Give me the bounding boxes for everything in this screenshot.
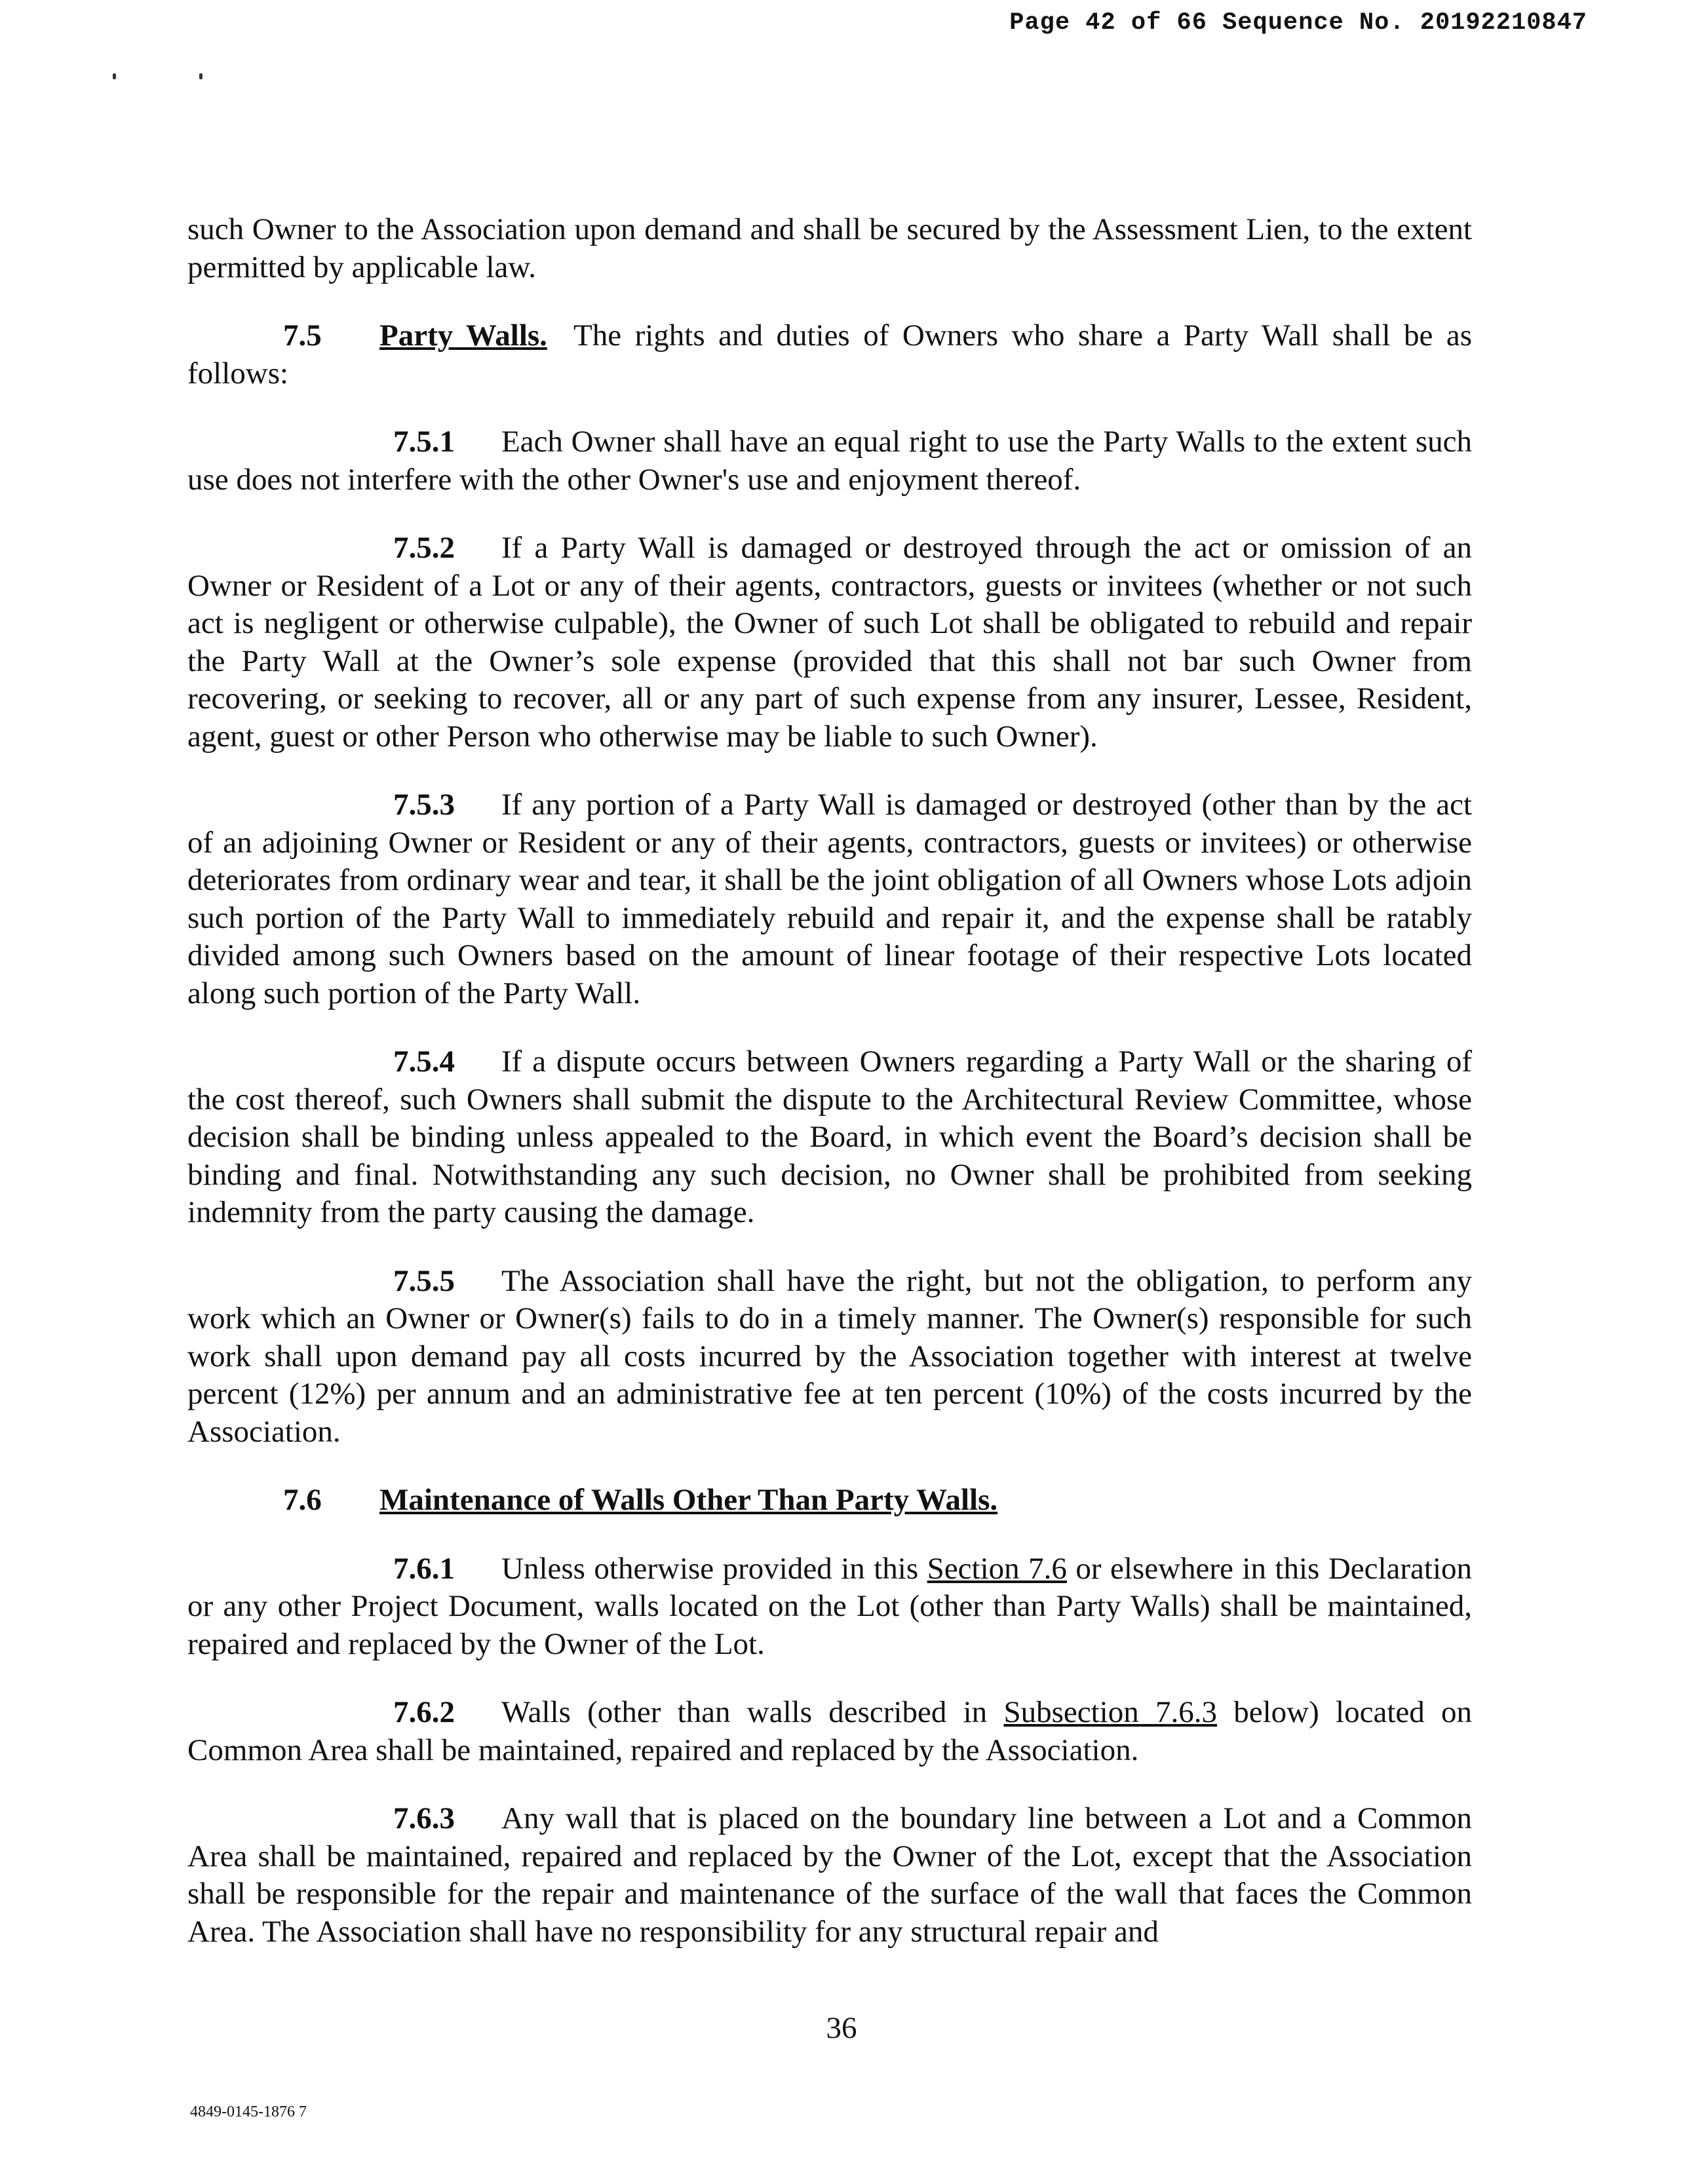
cross-reference: Section 7.6 bbox=[927, 1551, 1067, 1586]
section-7-5-3 bbox=[187, 786, 1472, 1012]
section-number: 7.5.5 bbox=[393, 1263, 455, 1298]
continuation-paragraph: such Owner to the Association upon demand and shall be secured by the Assessment Lien, to the extent permitted by applicable law. bbox=[187, 212, 1472, 284]
section-text: If a dispute occurs between Owners regarding a Party Wall or the sharing of the cost thereof, such Owners shall submit the dispute to the Architectural Review Committee, whose decision shall be binding unless appealed to the Board, in which event the Board’s decision shall be binding and final. Notwithstanding any such decision, no Owner shall be prohibited from seeking indemnity from the party causing the damage. bbox=[187, 1044, 1472, 1229]
section-text: The Association shall have the right, but not the obligation, to perform any work which an Owner or Owner(s) fails to do in a timely manner. The Owner(s) responsible for such work shall upon demand pay all costs incurred by the Association together with interest at twelve percent (12%) per annum and an administrative fee at ten percent (10%) of the costs incurred by the Association. bbox=[187, 1263, 1472, 1449]
scan-mark bbox=[199, 73, 203, 79]
page-number: 36 bbox=[826, 2011, 857, 2045]
section-number: 7.6.3 bbox=[393, 1801, 455, 1835]
cross-reference: Subsection 7.6.3 bbox=[1003, 1695, 1217, 1729]
document-body bbox=[187, 211, 1472, 1951]
section-number: 7.5.3 bbox=[393, 788, 455, 822]
section-number: 7.5 bbox=[283, 318, 322, 353]
section-text: Unless otherwise provided in this bbox=[501, 1551, 919, 1586]
section-text: below) located on Common Area shall be maintained, repaired and replaced by the Association. bbox=[187, 1695, 1473, 1767]
section-7-5-2 bbox=[187, 529, 1472, 756]
section-text: If any portion of a Party Wall is damaged or destroyed (other than by the act of an adjoining Owner or Resident or any of their agents, contractors, guests or invitees) or otherwise deteriorates from ordinary wear and tear, it shall be the joint obligation of all Owners whose Lots adjoin such portion of the Party Wall to immediately rebuild and repair it, and the expense shall be ratably divided among such Owners based on the amount of linear footage of their respective Lots located along such portion of the Party Wall. bbox=[187, 788, 1472, 1010]
section-number: 7.5.4 bbox=[393, 1044, 455, 1079]
section-7-6-heading bbox=[187, 1482, 1472, 1520]
section-7-5 bbox=[187, 317, 1472, 393]
section-7-5-1 bbox=[187, 423, 1472, 499]
section-7-6-2 bbox=[187, 1694, 1472, 1769]
section-text: Walls (other than walls described in bbox=[501, 1695, 988, 1729]
section-7-5-4 bbox=[187, 1043, 1472, 1232]
section-text: Each Owner shall have an equal right to use the Party Walls to the extent such use does not interfere with the other Owner's use and enjoyment thereof. bbox=[187, 425, 1472, 497]
section-text: or elsewhere in this Declaration or any other Project Document, walls located on the Lot (other than Party Walls) shall be maintained, repaired and replaced by the Owner of the Lot. bbox=[187, 1551, 1473, 1661]
section-7-5-5 bbox=[187, 1263, 1472, 1451]
document-id: 4849-0145-1876 7 bbox=[190, 2103, 307, 2120]
section-title: Maintenance of Walls Other Than Party Walls. bbox=[379, 1483, 998, 1517]
section-number: 7.5.1 bbox=[393, 425, 455, 459]
section-text: If a Party Wall is damaged or destroyed through the act or omission of an Owner or Resident of a Lot or any of their agents, contractors, guests or invitees (whether or not such act is negligent or otherwise culpable), the Owner of such Lot shall be obligated to rebuild and repair the Party Wall at the Owner’s sole expense (provided that this shall not bar such Owner from recovering, or seeking to recover, all or any part of such expense from any insurer, Lessee, Resident, agent, guest or other Person who otherwise may be liable to such Owner). bbox=[187, 531, 1472, 754]
scan-mark bbox=[113, 73, 116, 79]
section-number: 7.6.2 bbox=[393, 1695, 455, 1729]
section-number: 7.6 bbox=[283, 1483, 322, 1517]
section-7-6-3 bbox=[187, 1800, 1472, 1951]
section-text: Any wall that is placed on the boundary line between a Lot and a Common Area shall be maintained, repaired and replaced by the Owner of the Lot, except that the Association shall be responsible for the repair and maintenance of the surface of the wall that faces the Common Area. The Association shall have no responsibility for any structural repair and bbox=[187, 1801, 1472, 1949]
section-text: The rights and duties of Owners who share a Party Wall shall be as follows: bbox=[187, 318, 1473, 391]
page-header: Page 42 of 66 Sequence No. 20192210847 bbox=[1009, 9, 1587, 37]
section-7-6-1 bbox=[187, 1550, 1472, 1664]
section-title: Party Walls. bbox=[379, 318, 547, 353]
section-number: 7.5.2 bbox=[393, 531, 455, 565]
section-number: 7.6.1 bbox=[393, 1551, 455, 1586]
